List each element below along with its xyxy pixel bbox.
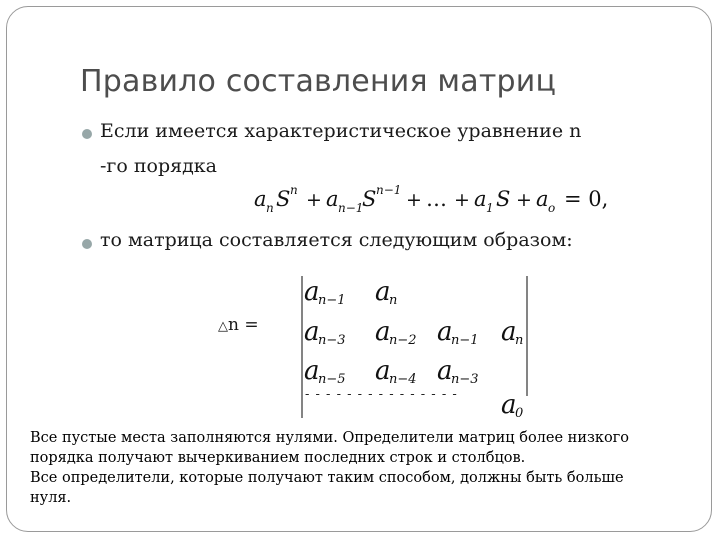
svg-text:a: a: [326, 187, 339, 211]
bullet-text-1-line-2: -го порядка: [100, 155, 218, 177]
svg-text:a: a: [304, 277, 320, 307]
svg-text:S: S: [496, 187, 511, 211]
svg-text:n: n: [515, 333, 524, 348]
equation-term-4: [536, 187, 555, 215]
svg-text:a: a: [304, 356, 320, 386]
determinant-label: [218, 315, 259, 335]
equation-term-3: [474, 187, 510, 215]
bullet-marker-1: [82, 129, 92, 139]
svg-text:n: n: [266, 201, 274, 215]
svg-text:a: a: [437, 317, 453, 347]
hurwitz-matrix: [285, 270, 545, 420]
svg-text:a: a: [254, 187, 267, 211]
note-text: [30, 428, 700, 508]
svg-text:a: a: [437, 356, 453, 386]
svg-text:S: S: [362, 187, 377, 211]
equation-plus-1: +: [406, 189, 422, 211]
matrix-cell-last: [501, 390, 523, 420]
bullet-text-1-line-1: Если имеется характеристическое уравнение n: [100, 120, 582, 142]
svg-text:0: 0: [515, 406, 524, 420]
matrix-cell-r2-c4: [501, 317, 523, 348]
matrix-cell-r1-c1: [304, 277, 346, 308]
svg-text:n: n: [290, 183, 298, 197]
svg-text:a: a: [304, 317, 320, 347]
matrix-cell-r3-c1: [304, 356, 346, 387]
svg-text:a: a: [375, 317, 391, 347]
svg-text:a: a: [375, 356, 391, 386]
matrix-cell-r2-c3: [437, 317, 479, 348]
svg-text:n: n: [389, 293, 398, 308]
note-line-2: порядка получают вычеркиванием последних строк и столбцов.: [30, 450, 526, 466]
svg-text:n−2: n−2: [389, 333, 417, 348]
bullet-text-2: то матрица составляется следующим образом:: [100, 229, 573, 251]
svg-text:S: S: [276, 187, 291, 211]
svg-text:n−3: n−3: [318, 333, 346, 348]
svg-text:1: 1: [486, 201, 494, 215]
matrix-cell-r3-c3: [437, 356, 479, 387]
svg-text:n−1: n−1: [451, 333, 479, 348]
equation-rhs: = 0,: [564, 187, 609, 211]
matrix-cell-r2-c1: [304, 317, 346, 348]
svg-text:a: a: [474, 187, 487, 211]
svg-text:…: …: [426, 187, 447, 211]
svg-text:n−1: n−1: [338, 201, 364, 215]
equation-plus-3: +: [516, 189, 532, 211]
matrix-cell-r2-c2: [375, 317, 417, 348]
characteristic-equation: [250, 178, 630, 220]
note-line-3: Все определители, которые получают таким способом, должны быть больше: [30, 470, 624, 486]
equation-term-2: [426, 187, 447, 211]
delta-icon: △: [218, 319, 228, 334]
equation-plus-2: +: [454, 189, 470, 211]
determinant-label-text: n =: [228, 315, 259, 335]
svg-text:n−1: n−1: [376, 183, 402, 197]
equation-term-1: [326, 183, 401, 215]
svg-text:n−5: n−5: [318, 372, 346, 387]
bullet-marker-2: [82, 239, 92, 249]
svg-text:n−3: n−3: [451, 372, 479, 387]
matrix-dashes: - - - - - - - - - - - - - - -: [305, 387, 458, 402]
equation-plus-0: +: [306, 189, 322, 211]
matrix-cell-r1-c2: [375, 277, 397, 308]
svg-text:n−1: n−1: [318, 293, 346, 308]
note-line-1: Все пустые места заполняются нулями. Определители матриц более низкого: [30, 430, 630, 446]
svg-text:a: a: [501, 317, 517, 347]
svg-text:a: a: [501, 390, 517, 420]
svg-text:o: o: [548, 201, 556, 215]
svg-text:n−4: n−4: [389, 372, 417, 387]
matrix-cell-r3-c2: [375, 356, 417, 387]
svg-text:a: a: [536, 187, 549, 211]
slide-title: Правило составления матриц: [80, 64, 557, 99]
equation-term-0: [254, 183, 298, 215]
svg-text:a: a: [375, 277, 391, 307]
note-line-4: нуля.: [30, 490, 72, 506]
